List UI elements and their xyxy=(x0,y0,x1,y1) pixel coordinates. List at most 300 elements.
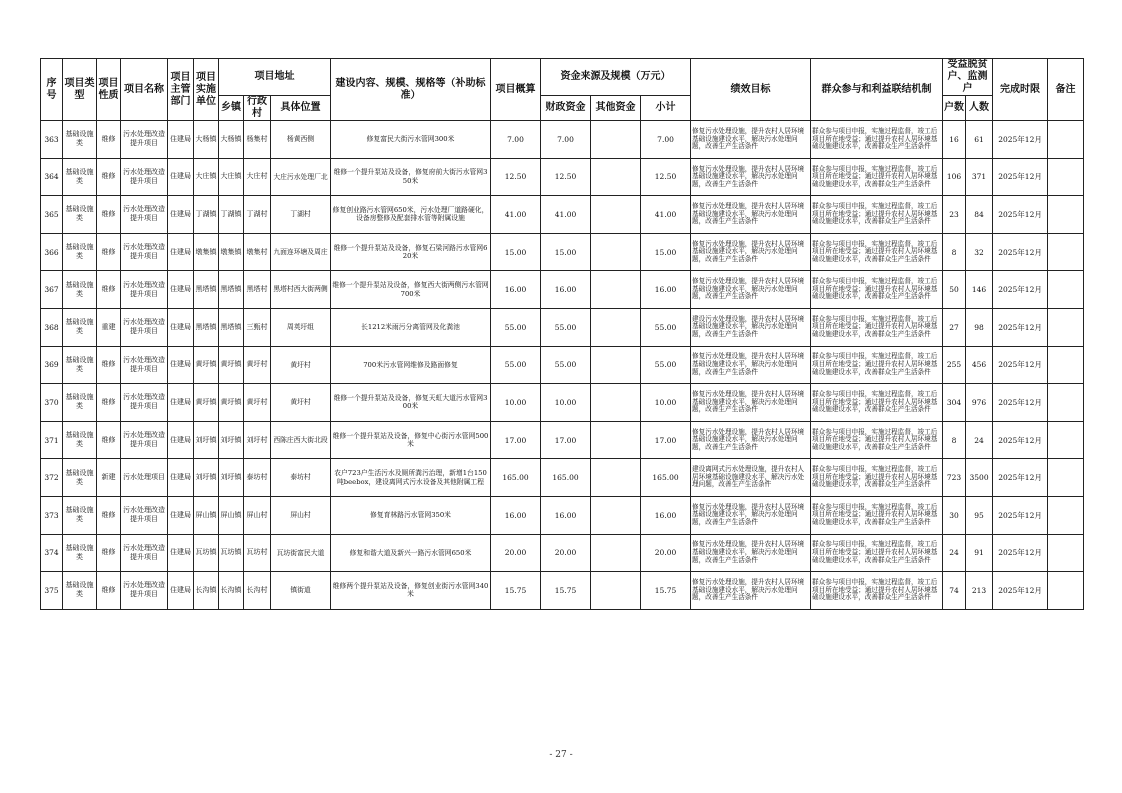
cell-town: 刘圩镇 xyxy=(219,459,244,497)
cell-other xyxy=(591,233,641,271)
cell-households: 8 xyxy=(943,421,966,459)
cell-people: 84 xyxy=(966,196,993,234)
cell-mechanism: 群众参与项目申报，实施过程监督，竣工后项目所在地受益；通过提升农村人居环境基础设施建设水平，改善群众生产生活条件 xyxy=(811,572,943,610)
cell-budget: 16.00 xyxy=(491,496,541,534)
cell-location: 黄圩村 xyxy=(271,384,331,422)
table-row xyxy=(41,346,1084,384)
cell-remark xyxy=(1048,158,1084,196)
cell-town: 黄圩镇 xyxy=(219,346,244,384)
header-town: 乡镇 xyxy=(219,96,244,121)
cell-deadline: 2025年12月 xyxy=(993,384,1048,422)
cell-town: 黑塔镇 xyxy=(219,271,244,309)
cell-name: 污水处理改造提升项目 xyxy=(121,534,168,572)
cell-remark xyxy=(1048,384,1084,422)
cell-fiscal: 55.00 xyxy=(541,308,591,346)
cell-nature: 维修 xyxy=(97,271,121,309)
cell-other xyxy=(591,384,641,422)
cell-other xyxy=(591,271,641,309)
cell-content: 修复和谐大道及新兴一路污水管网650米 xyxy=(331,534,491,572)
cell-location: 西陈庄西大街北段 xyxy=(271,421,331,459)
cell-fiscal: 12.50 xyxy=(541,158,591,196)
cell-location: 杨黄西侧 xyxy=(271,121,331,159)
cell-location: 丁湖村 xyxy=(271,196,331,234)
header-seq: 序号 xyxy=(41,59,63,121)
table-row xyxy=(41,496,1084,534)
cell-remark xyxy=(1048,121,1084,159)
cell-type: 基础设施类 xyxy=(63,496,97,534)
cell-households: 255 xyxy=(943,346,966,384)
cell-households: 24 xyxy=(943,534,966,572)
cell-deadline: 2025年12月 xyxy=(993,346,1048,384)
table-body xyxy=(41,121,1084,610)
cell-other xyxy=(591,496,641,534)
cell-nature: 重建 xyxy=(97,308,121,346)
cell-town: 大庄镇 xyxy=(219,158,244,196)
cell-unit: 刘圩镇 xyxy=(194,421,219,459)
cell-people: 976 xyxy=(966,384,993,422)
cell-type: 基础设施类 xyxy=(63,233,97,271)
cell-name: 污水处理改造提升项目 xyxy=(121,271,168,309)
cell-budget: 12.50 xyxy=(491,158,541,196)
cell-fiscal: 7.00 xyxy=(541,121,591,159)
cell-mechanism: 群众参与项目申报，实施过程监督，竣工后项目所在地受益；通过提升农村人居环境基础设施建设水平，改善群众生产生活条件 xyxy=(811,271,943,309)
header-village: 行政村 xyxy=(244,96,271,121)
cell-content: 维修一个提升泵站及设备，修复西大街两侧污水管网700米 xyxy=(331,271,491,309)
cell-budget: 16.00 xyxy=(491,271,541,309)
cell-people: 95 xyxy=(966,496,993,534)
cell-mechanism: 群众参与项目申报，实施过程监督，竣工后项目所在地受益；通过提升农村人居环境基础设施建设水平，改善群众生产生活条件 xyxy=(811,496,943,534)
cell-mechanism: 群众参与项目申报，实施过程监督，竣工后项目所在地受益；通过提升农村人居环境基础设施建设水平，改善群众生产生活条件 xyxy=(811,121,943,159)
cell-subtotal: 15.75 xyxy=(641,572,691,610)
header-unit: 项目实施单位 xyxy=(194,59,219,121)
cell-households: 304 xyxy=(943,384,966,422)
cell-remark xyxy=(1048,572,1084,610)
cell-unit: 黑塔镇 xyxy=(194,308,219,346)
header-fiscal: 财政资金 xyxy=(541,96,591,121)
cell-content: 维修一个提升泵站及设备，修复石梁河路污水管网620米 xyxy=(331,233,491,271)
cell-budget: 165.00 xyxy=(491,459,541,497)
cell-type: 基础设施类 xyxy=(63,271,97,309)
cell-subtotal: 12.50 xyxy=(641,158,691,196)
cell-dept: 住建局 xyxy=(168,459,194,497)
cell-seq: 367 xyxy=(41,271,63,309)
cell-fiscal: 41.00 xyxy=(541,196,591,234)
table-row xyxy=(41,271,1084,309)
cell-location: 镇街道 xyxy=(271,572,331,610)
cell-type: 基础设施类 xyxy=(63,459,97,497)
cell-name: 污水处理改造提升项目 xyxy=(121,158,168,196)
cell-subtotal: 16.00 xyxy=(641,496,691,534)
cell-people: 32 xyxy=(966,233,993,271)
cell-seq: 372 xyxy=(41,459,63,497)
cell-town: 大杨镇 xyxy=(219,121,244,159)
cell-households: 30 xyxy=(943,496,966,534)
cell-deadline: 2025年12月 xyxy=(993,421,1048,459)
cell-budget: 41.00 xyxy=(491,196,541,234)
cell-nature: 维修 xyxy=(97,196,121,234)
cell-type: 基础设施类 xyxy=(63,421,97,459)
cell-name: 污水处理改造提升项目 xyxy=(121,346,168,384)
cell-deadline: 2025年12月 xyxy=(993,496,1048,534)
table-row xyxy=(41,421,1084,459)
cell-households: 106 xyxy=(943,158,966,196)
cell-budget: 20.00 xyxy=(491,534,541,572)
cell-type: 基础设施类 xyxy=(63,158,97,196)
cell-people: 213 xyxy=(966,572,993,610)
header-address: 项目地址 xyxy=(219,59,331,96)
cell-dept: 住建局 xyxy=(168,233,194,271)
cell-people: 3500 xyxy=(966,459,993,497)
cell-content: 维修一个提升泵站及设备，修复府前大街污水管网350米 xyxy=(331,158,491,196)
header-funding: 资金来源及规模（万元） xyxy=(541,59,691,96)
table-row xyxy=(41,196,1084,234)
cell-other xyxy=(591,421,641,459)
cell-town: 长沟镇 xyxy=(219,572,244,610)
cell-goal: 修复污水处理设施，提升农村人居环境基础设施建设水平，解决污水处理问题，改善生产生活条件 xyxy=(691,271,811,309)
cell-unit: 墩集镇 xyxy=(194,233,219,271)
cell-remark xyxy=(1048,346,1084,384)
cell-content: 维修两个提升泵站及设备，修复创业街污水管网340米 xyxy=(331,572,491,610)
cell-town: 屏山镇 xyxy=(219,496,244,534)
cell-subtotal: 165.00 xyxy=(641,459,691,497)
cell-content: 长1212米雨污分离管网及化粪池 xyxy=(331,308,491,346)
cell-unit: 长沟镇 xyxy=(194,572,219,610)
cell-nature: 维修 xyxy=(97,496,121,534)
cell-dept: 住建局 xyxy=(168,496,194,534)
header-dept: 项目主管部门 xyxy=(168,59,194,121)
cell-people: 371 xyxy=(966,158,993,196)
cell-village: 瓦坊村 xyxy=(244,534,271,572)
cell-content: 700米污水管网维修及路面修复 xyxy=(331,346,491,384)
cell-village: 刘圩村 xyxy=(244,421,271,459)
cell-dept: 住建局 xyxy=(168,158,194,196)
cell-dept: 住建局 xyxy=(168,196,194,234)
cell-unit: 黄圩镇 xyxy=(194,384,219,422)
cell-goal: 修复污水处理设施，提升农村人居环境基础设施建设水平，解决污水处理问题，改善生产生活条件 xyxy=(691,384,811,422)
cell-goal: 修复污水处理设施，提升农村人居环境基础设施建设水平，解决污水处理问题，改善生产生活条件 xyxy=(691,233,811,271)
cell-other xyxy=(591,459,641,497)
cell-goal: 修复污水处理设施，提升农村人居环境基础设施建设水平，解决污水处理问题，改善生产生活条件 xyxy=(691,158,811,196)
header-location: 具体位置 xyxy=(271,96,331,121)
table-header xyxy=(41,59,1084,121)
cell-village: 墩集村 xyxy=(244,233,271,271)
cell-remark xyxy=(1048,233,1084,271)
cell-location: 黄圩村 xyxy=(271,346,331,384)
cell-households: 74 xyxy=(943,572,966,610)
cell-deadline: 2025年12月 xyxy=(993,572,1048,610)
header-other: 其他资金 xyxy=(591,96,641,121)
cell-fiscal: 15.00 xyxy=(541,233,591,271)
cell-type: 基础设施类 xyxy=(63,534,97,572)
cell-dept: 住建局 xyxy=(168,384,194,422)
cell-households: 8 xyxy=(943,233,966,271)
cell-households: 23 xyxy=(943,196,966,234)
cell-other xyxy=(591,196,641,234)
cell-people: 24 xyxy=(966,421,993,459)
cell-subtotal: 55.00 xyxy=(641,308,691,346)
cell-dept: 住建局 xyxy=(168,121,194,159)
cell-location: 大庄污水处理厂北 xyxy=(271,158,331,196)
cell-location: 瓦坊街富民大道 xyxy=(271,534,331,572)
cell-dept: 住建局 xyxy=(168,308,194,346)
cell-town: 黑塔镇 xyxy=(219,308,244,346)
header-budget: 项目概算 xyxy=(491,59,541,121)
cell-town: 瓦坊镇 xyxy=(219,534,244,572)
cell-name: 污水处理改造提升项目 xyxy=(121,196,168,234)
cell-subtotal: 55.00 xyxy=(641,346,691,384)
cell-people: 146 xyxy=(966,271,993,309)
cell-budget: 10.00 xyxy=(491,384,541,422)
cell-goal: 修复污水处理设施，提升农村人居环境基础设施建设水平，解决污水处理问题，改善生产生活条件 xyxy=(691,196,811,234)
cell-unit: 黑塔镇 xyxy=(194,271,219,309)
cell-dept: 住建局 xyxy=(168,346,194,384)
cell-village: 黄圩村 xyxy=(244,346,271,384)
cell-village: 杨集村 xyxy=(244,121,271,159)
cell-unit: 黄圩镇 xyxy=(194,346,219,384)
cell-dept: 住建局 xyxy=(168,271,194,309)
cell-name: 污水处理项目 xyxy=(121,459,168,497)
project-table xyxy=(40,58,1084,610)
cell-nature: 维修 xyxy=(97,121,121,159)
cell-unit: 大杨镇 xyxy=(194,121,219,159)
cell-people: 61 xyxy=(966,121,993,159)
cell-content: 维修一个提升泵站及设备，修复天虹大道污水管网300米 xyxy=(331,384,491,422)
cell-dept: 住建局 xyxy=(168,534,194,572)
cell-mechanism: 群众参与项目申报，实施过程监督，竣工后项目所在地受益；通过提升农村人居环境基础设施建设水平，改善群众生产生活条件 xyxy=(811,346,943,384)
cell-type: 基础设施类 xyxy=(63,572,97,610)
table-row xyxy=(41,572,1084,610)
cell-seq: 370 xyxy=(41,384,63,422)
cell-subtotal: 15.00 xyxy=(641,233,691,271)
cell-fiscal: 15.75 xyxy=(541,572,591,610)
cell-remark xyxy=(1048,459,1084,497)
cell-fiscal: 17.00 xyxy=(541,421,591,459)
cell-people: 456 xyxy=(966,346,993,384)
cell-unit: 大庄镇 xyxy=(194,158,219,196)
cell-nature: 维修 xyxy=(97,421,121,459)
table-row xyxy=(41,384,1084,422)
cell-type: 基础设施类 xyxy=(63,196,97,234)
cell-other xyxy=(591,158,641,196)
cell-goal: 修复污水处理设施，提升农村人居环境基础设施建设水平，解决污水处理问题，改善生产生活条件 xyxy=(691,421,811,459)
header-mechanism: 群众参与和利益联结机制 xyxy=(811,59,943,121)
cell-people: 98 xyxy=(966,308,993,346)
cell-budget: 55.00 xyxy=(491,308,541,346)
cell-budget: 15.75 xyxy=(491,572,541,610)
header-remark: 备注 xyxy=(1048,59,1084,121)
cell-fiscal: 16.00 xyxy=(541,496,591,534)
cell-subtotal: 41.00 xyxy=(641,196,691,234)
cell-goal: 修复污水处理设施，提升农村人居环境基础设施建设水平，解决污水处理问题，改善生产生活条件 xyxy=(691,346,811,384)
cell-households: 16 xyxy=(943,121,966,159)
cell-goal: 修复污水处理设施，提升农村人居环境基础设施建设水平，解决污水处理问题，改善生产生活条件 xyxy=(691,534,811,572)
cell-remark xyxy=(1048,271,1084,309)
cell-mechanism: 群众参与项目申报，实施过程监督，竣工后项目所在地受益；通过提升农村人居环境基础设施建设水平，改善群众生产生活条件 xyxy=(811,233,943,271)
cell-unit: 丁湖镇 xyxy=(194,196,219,234)
cell-deadline: 2025年12月 xyxy=(993,271,1048,309)
cell-name: 污水处理改造提升项目 xyxy=(121,233,168,271)
cell-fiscal: 165.00 xyxy=(541,459,591,497)
cell-name: 污水处理改造提升项目 xyxy=(121,308,168,346)
cell-budget: 17.00 xyxy=(491,421,541,459)
cell-nature: 维修 xyxy=(97,534,121,572)
cell-deadline: 2025年12月 xyxy=(993,534,1048,572)
cell-dept: 住建局 xyxy=(168,572,194,610)
cell-content: 修复育林路污水管网350米 xyxy=(331,496,491,534)
cell-deadline: 2025年12月 xyxy=(993,196,1048,234)
cell-dept: 住建局 xyxy=(168,421,194,459)
cell-deadline: 2025年12月 xyxy=(993,158,1048,196)
cell-mechanism: 群众参与项目申报，实施过程监督，竣工后项目所在地受益；通过提升农村人居环境基础设施建设水平，改善群众生产生活条件 xyxy=(811,534,943,572)
header-households: 户数 xyxy=(943,96,966,121)
cell-unit: 屏山镇 xyxy=(194,496,219,534)
cell-deadline: 2025年12月 xyxy=(993,121,1048,159)
header-beneficiary: 受益脱贫户、监测户 xyxy=(943,59,993,96)
header-name: 项目名称 xyxy=(121,59,168,121)
cell-location: 九面连环塘及周庄 xyxy=(271,233,331,271)
cell-remark xyxy=(1048,421,1084,459)
cell-goal: 修复污水处理设施，提升农村人居环境基础设施建设水平，解决污水处理问题，改善生产生活条件 xyxy=(691,121,811,159)
cell-town: 刘圩镇 xyxy=(219,421,244,459)
cell-location: 屏山村 xyxy=(271,496,331,534)
cell-households: 50 xyxy=(943,271,966,309)
cell-location: 黑塔村西大街两侧 xyxy=(271,271,331,309)
cell-type: 基础设施类 xyxy=(63,384,97,422)
cell-seq: 374 xyxy=(41,534,63,572)
cell-goal: 修复污水处理设施，提升农村人居环境基础设施建设水平，解决污水处理问题，改善生产生活条件 xyxy=(691,572,811,610)
header-content: 建设内容、规模、规格等（补助标准） xyxy=(331,59,491,121)
cell-content: 修复创业路污水管网650米，污水处理厂道路硬化，设备房整修及配套排水管等附属设施 xyxy=(331,196,491,234)
cell-deadline: 2025年12月 xyxy=(993,459,1048,497)
cell-mechanism: 群众参与项目申报，实施过程监督，竣工后项目所在地受益；通过提升农村人居环境基础设施建设水平，改善群众生产生活条件 xyxy=(811,421,943,459)
header-subtotal: 小计 xyxy=(641,96,691,121)
cell-fiscal: 20.00 xyxy=(541,534,591,572)
cell-other xyxy=(591,572,641,610)
cell-subtotal: 7.00 xyxy=(641,121,691,159)
cell-village: 泰坊村 xyxy=(244,459,271,497)
cell-nature: 维修 xyxy=(97,158,121,196)
cell-village: 屏山村 xyxy=(244,496,271,534)
cell-type: 基础设施类 xyxy=(63,346,97,384)
cell-mechanism: 群众参与项目申报，实施过程监督，竣工后项目所在地受益；通过提升农村人居环境基础设施建设水平，改善群众生产生活条件 xyxy=(811,308,943,346)
cell-fiscal: 16.00 xyxy=(541,271,591,309)
cell-name: 污水处理改造提升项目 xyxy=(121,384,168,422)
cell-fiscal: 10.00 xyxy=(541,384,591,422)
cell-goal: 修复污水处理设施，提升农村人居环境基础设施建设水平，解决污水处理问题，改善生产生活条件 xyxy=(691,496,811,534)
cell-unit: 瓦坊镇 xyxy=(194,534,219,572)
cell-other xyxy=(591,346,641,384)
cell-goal: 建设污水处理设施，提升农村人居环境基础设施建设水平，解决污水处理问题，改善生产生活条件 xyxy=(691,308,811,346)
cell-other xyxy=(591,308,641,346)
table-row xyxy=(41,121,1084,159)
cell-content: 农户723户生活污水及厕所粪污治理，新增1台150吨beebox，建设离网式污水设备及其他附属工程 xyxy=(331,459,491,497)
table-row xyxy=(41,308,1084,346)
cell-village: 三甄村 xyxy=(244,308,271,346)
header-goal: 绩效目标 xyxy=(691,59,811,121)
cell-deadline: 2025年12月 xyxy=(993,233,1048,271)
header-people: 人数 xyxy=(966,96,993,121)
cell-type: 基础设施类 xyxy=(63,121,97,159)
cell-content: 修复富民大街污水管网300米 xyxy=(331,121,491,159)
cell-seq: 369 xyxy=(41,346,63,384)
cell-content: 维修一个提升泵站及设备，修复中心街污水管网500米 xyxy=(331,421,491,459)
cell-nature: 维修 xyxy=(97,572,121,610)
cell-mechanism: 群众参与项目申报，实施过程监督，竣工后项目所在地受益；通过提升农村人居环境基础设施建设水平，改善群众生产生活条件 xyxy=(811,158,943,196)
cell-remark xyxy=(1048,496,1084,534)
cell-town: 丁湖镇 xyxy=(219,196,244,234)
cell-fiscal: 55.00 xyxy=(541,346,591,384)
cell-subtotal: 20.00 xyxy=(641,534,691,572)
cell-subtotal: 17.00 xyxy=(641,421,691,459)
cell-seq: 365 xyxy=(41,196,63,234)
cell-seq: 366 xyxy=(41,233,63,271)
cell-seq: 375 xyxy=(41,572,63,610)
cell-seq: 363 xyxy=(41,121,63,159)
cell-name: 污水处理改造提升项目 xyxy=(121,496,168,534)
table-row xyxy=(41,534,1084,572)
cell-budget: 15.00 xyxy=(491,233,541,271)
cell-name: 污水处理改造提升项目 xyxy=(121,572,168,610)
table-row xyxy=(41,233,1084,271)
cell-subtotal: 10.00 xyxy=(641,384,691,422)
cell-seq: 364 xyxy=(41,158,63,196)
cell-remark xyxy=(1048,308,1084,346)
page-number: - 27 - xyxy=(549,750,573,760)
cell-village: 大庄村 xyxy=(244,158,271,196)
cell-nature: 维修 xyxy=(97,346,121,384)
cell-unit: 刘圩镇 xyxy=(194,459,219,497)
cell-budget: 7.00 xyxy=(491,121,541,159)
cell-seq: 371 xyxy=(41,421,63,459)
cell-location: 周英圩组 xyxy=(271,308,331,346)
cell-town: 墩集镇 xyxy=(219,233,244,271)
table-row xyxy=(41,459,1084,497)
cell-remark xyxy=(1048,196,1084,234)
cell-goal: 建设离网式污水处理设施，提升农村人居环境基础设施建设水平，解决污水处理问题，改善生产生活条件 xyxy=(691,459,811,497)
cell-other xyxy=(591,121,641,159)
cell-subtotal: 16.00 xyxy=(641,271,691,309)
cell-nature: 维修 xyxy=(97,233,121,271)
cell-location: 泰坊村 xyxy=(271,459,331,497)
cell-village: 黑塔村 xyxy=(244,271,271,309)
cell-people: 91 xyxy=(966,534,993,572)
cell-type: 基础设施类 xyxy=(63,308,97,346)
cell-town: 黄圩镇 xyxy=(219,384,244,422)
table-row xyxy=(41,158,1084,196)
cell-mechanism: 群众参与项目申报，实施过程监督，竣工后项目所在地受益；通过提升农村人居环境基础设施建设水平，改善群众生产生活条件 xyxy=(811,384,943,422)
cell-mechanism: 群众参与项目申报，实施过程监督，竣工后项目所在地受益；通过提升农村人居环境基础设施建设水平，改善群众生产生活条件 xyxy=(811,459,943,497)
cell-name: 污水处理改造提升项目 xyxy=(121,121,168,159)
cell-village: 长沟村 xyxy=(244,572,271,610)
cell-budget: 55.00 xyxy=(491,346,541,384)
cell-mechanism: 群众参与项目申报，实施过程监督，竣工后项目所在地受益；通过提升农村人居环境基础设施建设水平，改善群众生产生活条件 xyxy=(811,196,943,234)
cell-name: 污水处理改造提升项目 xyxy=(121,421,168,459)
header-deadline: 完成时限 xyxy=(993,59,1048,121)
cell-households: 723 xyxy=(943,459,966,497)
cell-village: 黄圩村 xyxy=(244,384,271,422)
cell-remark xyxy=(1048,534,1084,572)
cell-deadline: 2025年12月 xyxy=(993,308,1048,346)
cell-nature: 维修 xyxy=(97,384,121,422)
cell-seq: 373 xyxy=(41,496,63,534)
cell-nature: 新建 xyxy=(97,459,121,497)
header-nature: 项目性质 xyxy=(97,59,121,121)
cell-other xyxy=(591,534,641,572)
cell-seq: 368 xyxy=(41,308,63,346)
cell-village: 丁湖村 xyxy=(244,196,271,234)
cell-households: 27 xyxy=(943,308,966,346)
header-type: 项目类型 xyxy=(63,59,97,121)
